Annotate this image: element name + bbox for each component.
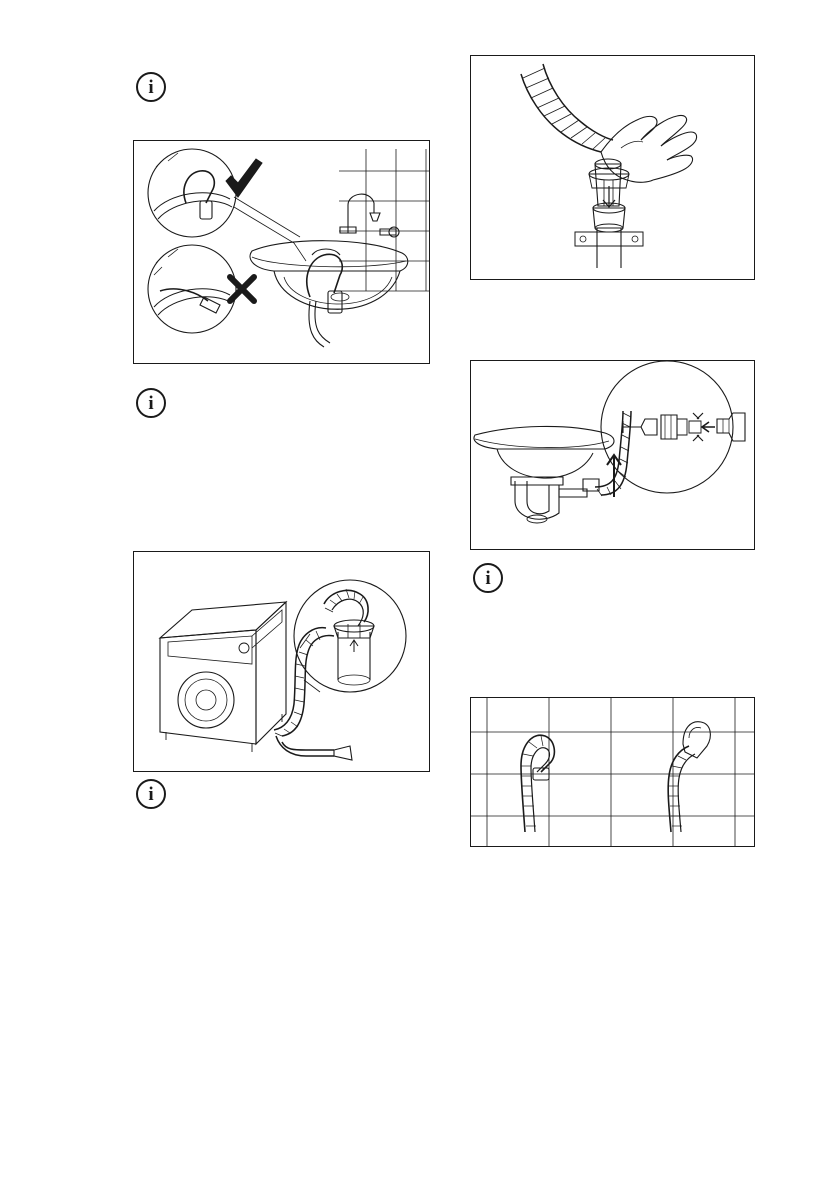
- info-note-1: [136, 72, 166, 102]
- info-icon: i: [136, 388, 166, 418]
- figure-sink-drain-hose: [133, 140, 430, 364]
- figure-sink-spigot-connection: [470, 360, 755, 550]
- figure-hose-into-standpipe: [470, 55, 755, 280]
- info-note-4: [473, 563, 503, 593]
- figure-hose-on-tiled-wall: [470, 697, 755, 847]
- figure-washing-machine-drain-hose: [133, 551, 430, 772]
- info-icon: i: [136, 72, 166, 102]
- info-note-2: [136, 388, 166, 418]
- info-icon: i: [473, 563, 503, 593]
- info-note-3: [136, 779, 166, 809]
- info-icon: i: [136, 779, 166, 809]
